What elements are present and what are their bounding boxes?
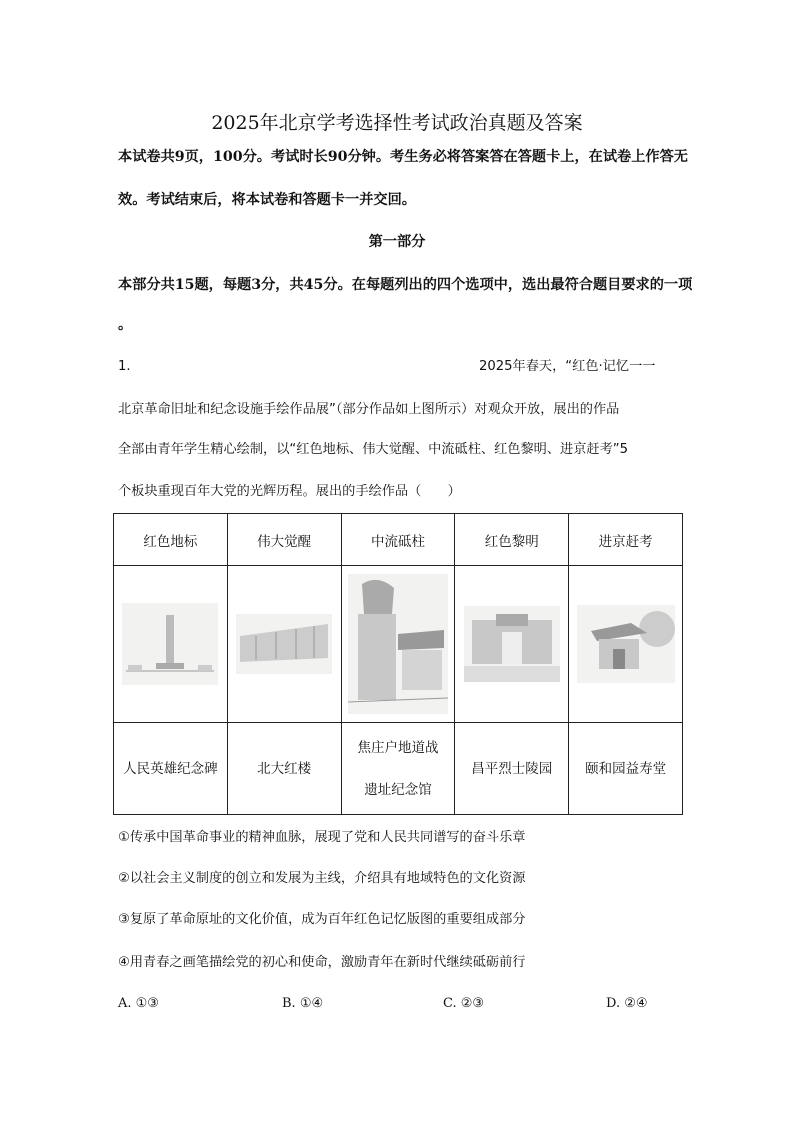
red-building-sketch-image: [236, 614, 332, 674]
site-name: 北大红楼: [227, 723, 341, 815]
table-header: 红色地标: [114, 514, 228, 566]
option-c[interactable]: C. ②③: [443, 996, 485, 1011]
question-text-line-4: 个板块重现百年大党的光辉历程。展出的手绘作品（ ）: [118, 484, 461, 499]
site-name: 人民英雄纪念碑: [114, 723, 228, 815]
artwork-table: [113, 513, 683, 815]
table-header: 伟大觉醒: [227, 514, 341, 566]
part-desc-line-1: 本部分共15题，每题3分，共45分。在每题列出的四个选项中，选出最符合题目要求的一项: [118, 277, 693, 293]
site-name-line-2: 遗址纪念馆: [364, 781, 432, 798]
table-header: 中流砥柱: [341, 514, 455, 566]
statement-2: ②以社会主义制度的创立和发展为主线，介绍具有地域特色的文化资源: [118, 871, 526, 886]
page-title: 2025年北京学考选择性考试政治真题及答案: [211, 112, 583, 134]
instructions-line-2: 效。考试结束后，将本试卷和答题卡一并交回。: [118, 192, 416, 208]
question-text-line-3: 全部由青年学生精心绘制，以“红色地标、伟大觉醒、中流砥柱、红色黎明、进京赶考”5: [118, 442, 628, 457]
option-a[interactable]: A. ①③: [118, 996, 159, 1011]
statement-1: ①传承中国革命事业的精神血脉，展现了党和人民共同谱写的奋斗乐章: [118, 830, 526, 845]
option-d[interactable]: D. ②④: [606, 996, 648, 1011]
part-title: 第一部分: [368, 234, 426, 250]
site-name: 昌平烈士陵园: [455, 723, 569, 815]
tunnel-memorial-sketch-image: [348, 574, 448, 714]
site-name-line-1: 焦庄户地道战: [357, 739, 439, 756]
cemetery-gate-sketch-image: [464, 606, 560, 682]
question-text-line-1: 2025年春天，“红色·记忆一一: [479, 359, 656, 374]
statement-3: ③复原了革命原址的文化价值，成为百年红色记忆版图的重要组成部分: [118, 912, 526, 927]
site-name: 颐和园益寿堂: [569, 723, 683, 815]
question-text-line-2: 北京革命旧址和纪念设施手绘作品展”（部分作品如上图所示）对观众开放，展出的作品: [118, 402, 620, 417]
question-number: 1.: [118, 359, 131, 374]
part-desc-line-2: 。: [118, 317, 133, 333]
instructions-line-1: 本试卷共9页，100分。考试时长90分钟。考生务必将答案答在答题卡上，在试卷上作答无: [118, 149, 688, 165]
site-name: [341, 723, 455, 815]
monument-sketch-image: [122, 603, 218, 685]
option-b[interactable]: B. ①④: [282, 996, 324, 1011]
table-header: 进京赶考: [569, 514, 683, 566]
statement-4: ④用青春之画笔描绘党的初心和使命，激励青年在新时代继续砥砺前行: [118, 955, 526, 970]
summer-palace-sketch-image: [577, 605, 675, 683]
table-header: 红色黎明: [455, 514, 569, 566]
